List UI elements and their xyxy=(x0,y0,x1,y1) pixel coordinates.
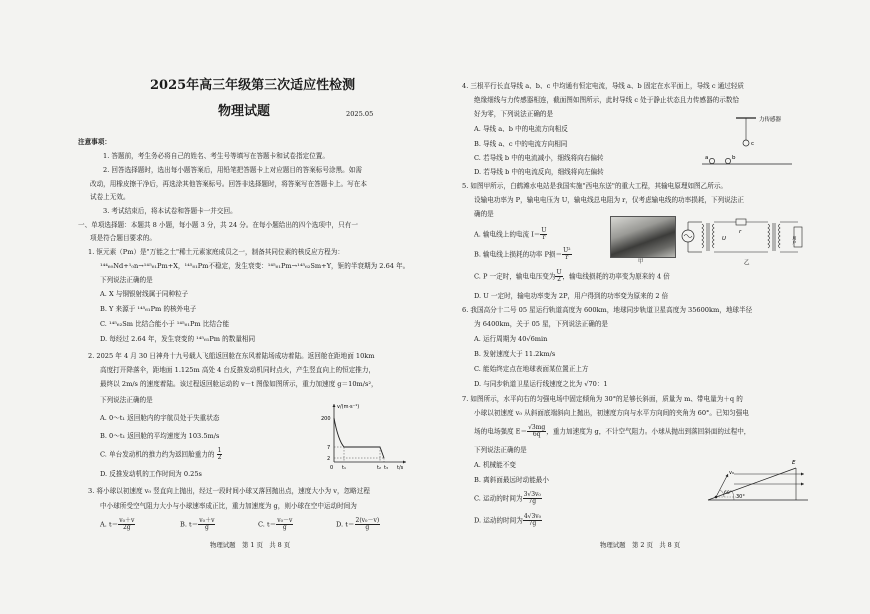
dam-photo xyxy=(610,216,676,258)
q1-option-c: C. ¹⁴⁵₆₂Sm 比结合能小于 ¹⁴⁵₆₁Pm 比结合能 xyxy=(100,320,230,328)
q6-option-c: C. 能始终定点在地球表面某位置正上方 xyxy=(474,365,589,373)
exam-title: 2025年高三年级第三次适应性检测 xyxy=(150,78,356,93)
note-line: 试卷上无效。 xyxy=(90,193,130,201)
q6-stem: 为 6400km，关于 05 星，下列说法正确的是 xyxy=(474,320,609,328)
q6-stem: 6. 我国高分十二号 05 星运行轨道高度为 600km，地球同步轨道卫星高度为 35600km，地球半径 xyxy=(462,306,753,314)
q4-stem: 绝缘细线与力传感器相连，截面图如图所示，此时导线 c 处于静止状态且力传感器的示数恰 xyxy=(474,96,740,104)
label-e: E xyxy=(792,460,796,466)
q7-option-a: A. 机械能不变 xyxy=(474,461,516,469)
wire-label-b: b xyxy=(732,155,736,161)
note-line: 1. 答题前，考生务必将自己的姓名、考生号等填写在答题卡和试卷指定位置。 xyxy=(103,152,329,160)
note-line: 改动，用橡皮擦干净后，再选涂其他答案标号。回答非选择题时，将答案写在答题卡上。写在本 xyxy=(90,180,367,188)
q5-stem: 5. 如图甲所示，白鹤滩水电站是我国实施"西电东送"的重大工程，其输电原理如图乙所示。 xyxy=(462,182,728,190)
q3-option-a: A. t＝ $\frac{\text{v₀＋v}}{2g}$ xyxy=(100,517,135,531)
transmission-circuit xyxy=(678,214,818,266)
section-heading-cont: 项是符合题目要求的。 xyxy=(90,234,156,242)
graph-xtick: t₂ xyxy=(377,465,381,470)
q4-option-a: A. 导线 a、b 中的电流方向相反 xyxy=(474,125,568,133)
graph-ytick: 200 xyxy=(321,416,331,422)
graph-ytick: 2 xyxy=(327,456,331,462)
fig-label-yi: 乙 xyxy=(744,260,750,266)
q7-incline-diagram xyxy=(704,452,814,504)
label-v0: v₀ xyxy=(729,470,734,476)
label-60: 60° xyxy=(724,491,732,496)
q7-option-b: B. 离斜面最远时动能最小 xyxy=(474,476,549,484)
q7-stem: 下列说法正确的是 xyxy=(474,446,527,454)
q4-stem: 4. 三根平行长直导线 a、b、c 中均通有恒定电流，导线 a、b 固定在水平面上，导线 c 通过轻质 xyxy=(462,82,745,90)
q1-option-d: D. 每经过 2.64 年，发生衰变的 ¹⁴⁵₆₁Pm 的数量相同 xyxy=(100,335,256,343)
q7-option-d: D. 运动的时间为 $\frac{\text{4√3v₀}}{7g}$ xyxy=(474,513,542,527)
q2-option-c: C. 单台发动机的推力约为返回舱重力的 $\frac{1}{2}$ xyxy=(100,447,222,461)
q4-stem: 好为零，下列说法正确的是 xyxy=(474,110,554,118)
q7-stem: 7. 如图所示，水平向右的匀强电场中固定倾角为 30°的足够长斜面，质量为 m、带电量为＋q 的 xyxy=(462,395,743,403)
graph-xtick: 0 xyxy=(330,465,334,470)
q2-stem: 2. 2025 年 4 月 30 日神舟十九号载人飞船返回舱在东风着陆场成功着陆。返回舱在距地面 10km xyxy=(88,352,375,360)
circuit-label-r: r xyxy=(739,229,742,235)
fig-label-jia: 甲 xyxy=(638,259,644,265)
graph-xtick: t₃ xyxy=(384,465,388,470)
q5-stem: 确的是 xyxy=(474,210,494,218)
q6-option-b: B. 发射速度大于 11.2km/s xyxy=(474,350,556,358)
circuit-label-user: 用户 xyxy=(792,236,798,245)
q6-option-d: D. 与同步轨道卫星运行线速度之比为 √70：1 xyxy=(474,380,608,388)
q5-option-d: D. U 一定时，输电功率变为 2P，用户得到的功率变为原来的 2 倍 xyxy=(474,292,669,300)
q7-option-c: C. 运动的时间为 $\frac{\text{3√3v₀}}{7g}$ xyxy=(474,491,541,505)
notes-heading: 注意事项： xyxy=(78,138,111,146)
q2-stem: 最终以 2m/s 的速度着陆。该过程返回舱运动的 v－t 图像如图所示，重力加速度 g＝10m/s²， xyxy=(100,380,378,388)
footer-right: 物理试题 第 2 页 共 8 页 xyxy=(600,541,681,549)
q3-option-c: C. t＝ $\frac{\text{v₀－v}}{g}$ xyxy=(258,517,293,531)
q1-stem: ¹⁴⁴₆₀Nd+¹₀n→¹⁴⁵₆₁Pm+X，¹⁴⁵₆₁Pm不稳定，发生衰变：¹⁴⁵₆₁Pm→¹⁴⁵₆₂Sm+Y，钷的半衰期为 2.64 年。 xyxy=(100,262,410,270)
q1-option-b: B. Y 来源于 ¹⁴⁵₆₁Pm 的核外电子 xyxy=(100,305,197,313)
graph-xlabel: t/s xyxy=(397,465,404,470)
q4-option-c: C. 若导线 b 中的电流减小，细线将向右偏转 xyxy=(474,154,604,162)
q7-stem: 小球以初速度 v₀ 从斜面底端斜向上抛出，初速度方向与水平方向间的夹角为 60°。已知匀强电 xyxy=(474,409,749,417)
graph-ytick: 7 xyxy=(327,445,331,451)
label-30: 30° xyxy=(736,494,745,500)
footer-left: 物理试题 第 1 页 共 8 页 xyxy=(210,541,291,549)
q2-option-a: A. 0～t₁ 返回舱内的宇航员处于失重状态 xyxy=(100,414,220,422)
q5-option-b: B. 输电线上损耗的功率 P损＝ $\frac{\text{U²}}{r}$ xyxy=(474,247,571,261)
q4-wire-diagram xyxy=(702,112,792,174)
subject-title: 物理试题 xyxy=(218,104,271,119)
q2-vt-graph xyxy=(320,400,410,470)
q7-stem: 场的电场强度 E＝ $\frac{√3mg}{6q}$ ，重力加速度为 g，不计空气阻力。小球从抛出到落回斜面的过程中， xyxy=(474,424,751,438)
note-line: 3. 考试结束后，将本试卷和答题卡一并交回。 xyxy=(103,207,237,215)
q4-option-b: B. 导线 a、c 中的电流方向相同 xyxy=(474,140,568,148)
q5-stem: 设输电功率为 P，输电电压为 U，输电线总电阻为 r，仅考虑输电线的功率损耗，下列说法正 xyxy=(474,196,744,204)
exam-date: 2025.05 xyxy=(346,110,374,118)
q2-option-d: D. 反推发动机的工作时间为 0.25s xyxy=(100,470,202,478)
q1-stem: 1. 钷元素（Pm）是"万能之土"稀土元素家庭成员之一，制备其同位素的核反应方程为： xyxy=(88,248,344,256)
q5-option-c: C. P 一定时，输电电压变为 $\frac{U}{2}$ ，输电线损耗的功率变为原来的 4 倍 xyxy=(474,269,670,283)
section-heading: 一、单项选择题：本题共 8 小题，每小题 3 分，共 24 分。在每小题给出的四个选项中，只有一 xyxy=(78,221,358,229)
wire-label-a: a xyxy=(705,155,709,161)
q1-option-a: A. X 与铜银射线属于同种粒子 xyxy=(100,290,189,298)
q3-option-d: D. t＝ $\frac{\text{2(v₀－v)}}{g}$ xyxy=(336,517,380,531)
sensor-label: 力传感器 xyxy=(759,117,782,123)
q2-stem: 高度打开降落伞，距地面 1.125m 高处 4 台反推发动机同时点火，产生竖直向上的恒定推力， xyxy=(100,366,376,374)
q2-stem: 下列说法正确的是 xyxy=(100,396,153,404)
graph-ylabel: v/(m·s⁻¹) xyxy=(337,404,360,410)
q6-option-a: A. 运行周期为 40√6min xyxy=(474,335,548,343)
wire-label-c: c xyxy=(751,141,755,147)
right-page xyxy=(440,0,870,614)
circuit-label-u: U xyxy=(722,236,727,242)
q2-option-b: B. 0～t₁ 返回舱的平均速度为 103.5m/s xyxy=(100,432,220,440)
graph-xtick: t₁ xyxy=(342,465,346,470)
note-line: 2. 回答选择题时，选出每小题答案后，用铅笔把答题卡上对应题目的答案标号涂黑。如需 xyxy=(103,166,362,174)
q3-option-b: B. t＝ $\frac{\text{v₀＋v}}{g}$ xyxy=(180,517,215,531)
q4-option-d: D. 若导线 b 中的电流反向，细线将向左偏转 xyxy=(474,168,604,176)
q3-stem: 3. 将小球以初速度 v₀ 竖直向上抛出，经过一段时间小球又落回抛出点，速度大小为 v，忽略过程 xyxy=(88,487,370,495)
q5-option-a: A. 输电线上的电流 I＝ $\frac{U}{r}$ xyxy=(474,227,547,241)
q3-stem: 中小球所受空气阻力大小与小球速率成正比，重力加速度为 g，则小球在空中运动时间为 xyxy=(100,502,357,510)
q1-stem: 下列说法正确的是 xyxy=(100,276,153,284)
